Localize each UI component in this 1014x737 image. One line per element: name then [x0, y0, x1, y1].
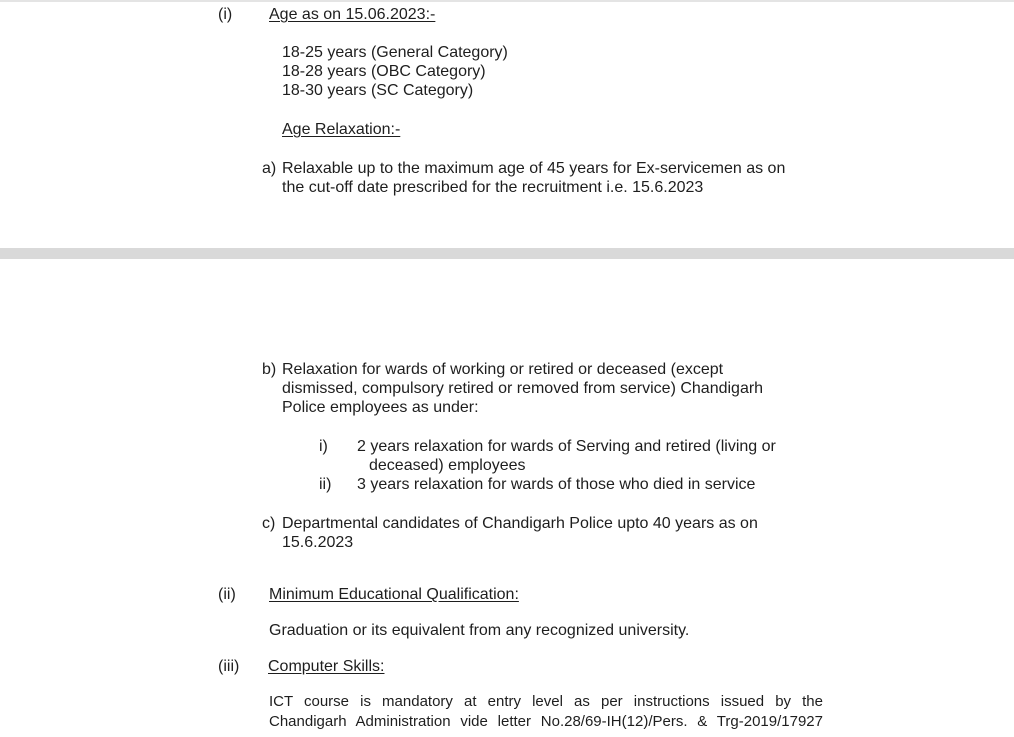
- item-c-marker: c): [262, 515, 276, 532]
- age-line-general: 18-25 years (General Category): [282, 44, 508, 61]
- item-a-line-2: the cut-off date prescribed for the recruitment i.e. 15.6.2023: [282, 179, 704, 196]
- item-b-sub-ii-line-1: 3 years relaxation for wards of those who died in service: [357, 476, 756, 493]
- item-b-sub-ii-marker: ii): [319, 476, 332, 493]
- item-b-line-1: Relaxation for wards of working or retired or deceased (except: [282, 361, 724, 378]
- section-ii-heading: Minimum Educational Qualification:: [269, 586, 519, 603]
- item-c-line-2: 15.6.2023: [282, 534, 354, 551]
- item-b-sub-i-line-1: 2 years relaxation for wards of Serving and retired (living or: [357, 438, 776, 455]
- item-b-sub-i-line-2: deceased) employees: [369, 457, 526, 474]
- page-top-border: [0, 0, 1014, 2]
- item-b-marker: b): [262, 361, 277, 378]
- item-b-line-3: Police employees as under:: [282, 399, 479, 416]
- section-i-heading: Age as on 15.06.2023:-: [269, 6, 436, 23]
- age-relaxation-heading: Age Relaxation:-: [282, 121, 401, 138]
- age-line-obc: 18-28 years (OBC Category): [282, 63, 486, 80]
- section-ii-body: Graduation or its equivalent from any recognized university.: [269, 622, 690, 639]
- section-i-number: (i): [218, 6, 233, 23]
- age-line-sc: 18-30 years (SC Category): [282, 82, 474, 99]
- section-iii-body-line-2: Chandigarh Administration vide letter No.28/69-IH(12)/Pers. & Trg-2019/17927: [269, 713, 823, 730]
- section-iii-heading: Computer Skills:: [268, 658, 385, 675]
- item-a-line-1: Relaxable up to the maximum age of 45 years for Ex-servicemen as on: [282, 160, 786, 177]
- item-a-marker: a): [262, 160, 277, 177]
- item-b-line-2: dismissed, compulsory retired or removed from service) Chandigarh: [282, 380, 764, 397]
- item-c-line-1: Departmental candidates of Chandigarh Police upto 40 years as on: [282, 515, 758, 532]
- section-iii-number: (iii): [218, 658, 240, 675]
- page-separator: [0, 248, 1014, 259]
- section-ii-number: (ii): [218, 586, 236, 603]
- item-b-sub-i-marker: i): [319, 438, 328, 455]
- section-iii-body-line-1: ICT course is mandatory at entry level as per instructions issued by the: [269, 693, 823, 710]
